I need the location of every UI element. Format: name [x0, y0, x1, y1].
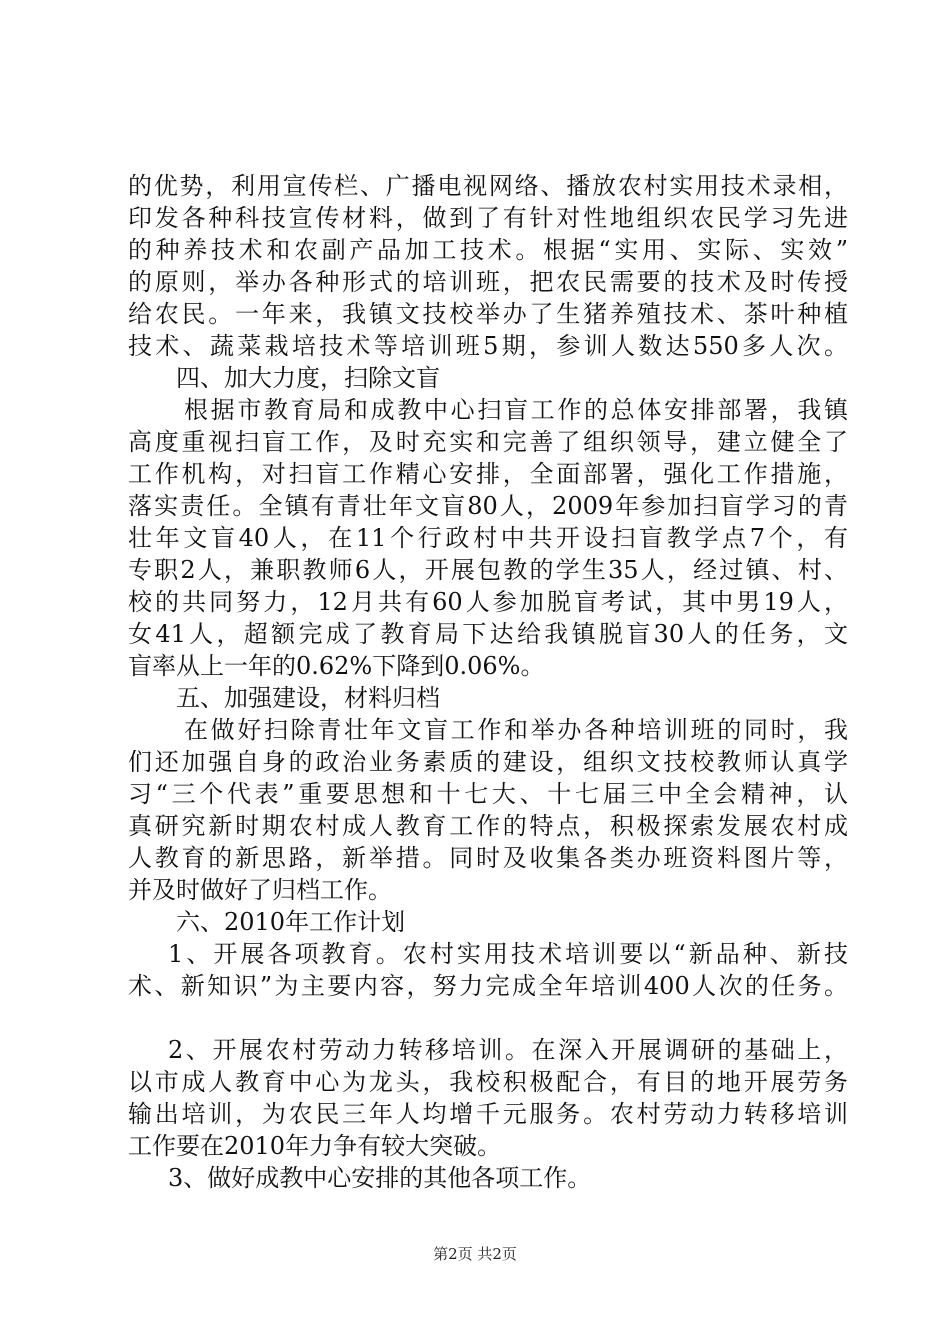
- body-line: 输出培训，为农民三年人均增千元服务。农村劳动力转移培训: [128, 1100, 848, 1128]
- body-line: 的优势，利用宣传栏、广播电视网络、播放农村实用技术录相，: [128, 172, 848, 200]
- body-line: 术、新知识”为主要内容，努力完成全年培训400人次的任务。: [128, 972, 848, 1000]
- body-line: 技术、蔬菜栽培技术等培训班5期，参训人数达550多人次。: [128, 332, 848, 360]
- body-line: 在做好扫除青壮年文盲工作和举办各种培训班的同时，我: [184, 716, 848, 744]
- body-line: 落实责任。全镇有青壮年文盲80人，2009年参加扫盲学习的青: [128, 492, 848, 520]
- body-line: 工作机构，对扫盲工作精心安排，全面部署，强化工作措施，: [128, 460, 848, 488]
- body-line: 专职2人，兼职教师6人，开展包教的学生35人，经过镇、村、: [128, 556, 848, 584]
- body-line: 根据市教育局和成教中心扫盲工作的总体安排部署，我镇: [184, 396, 848, 424]
- body-line: 高度重视扫盲工作，及时充实和完善了组织领导，建立健全了: [128, 428, 848, 456]
- document-body: [128, 170, 848, 1194]
- body-line: 工作要在2010年力争有较大突破。: [128, 1132, 502, 1160]
- body-line: 人教育的新思路，新举措。同时及收集各类办班资料图片等，: [128, 844, 848, 872]
- body-line: 给农民。一年来，我镇文技校举办了生猪养殖技术、茶叶种植: [128, 300, 848, 328]
- body-line: 的种养技术和农副产品加工技术。根据“实用、实际、实效”: [128, 236, 848, 264]
- section-heading: 六、2010年工作计划: [176, 908, 406, 936]
- body-line: 1、开展各项教育。农村实用技术培训要以“新品种、新技: [168, 940, 848, 968]
- body-line: 女41人，超额完成了教育局下达给我镇脱盲30人的任务，文: [128, 620, 848, 648]
- body-line: 校的共同努力，12月共有60人参加脱盲考试，其中男19人，: [128, 588, 848, 616]
- body-line: 以市成人教育中心为龙头，我校积极配合，有目的地开展劳务: [128, 1068, 848, 1096]
- blank-line: [128, 1002, 848, 1034]
- page-number-footer: 第2页 共2页: [433, 1245, 517, 1263]
- body-line: 并及时做好了归档工作。: [128, 876, 392, 904]
- body-line: 真研究新时期农村成人教育工作的特点，积极探索发展农村成: [128, 812, 848, 840]
- body-line: 盲率从上一年的0.62%下降到0.06%。: [128, 652, 545, 680]
- body-line: 壮年文盲40人，在11个行政村中共开设扫盲教学点7个，有: [128, 524, 848, 552]
- section-heading: 五、加强建设，材料归档: [176, 684, 440, 712]
- body-line: 3、做好成教中心安排的其他各项工作。: [168, 1164, 592, 1192]
- body-line: 2、开展农村劳动力转移培训。在深入开展调研的基础上，: [168, 1036, 848, 1064]
- body-line: 的原则，举办各种形式的培训班，把农民需要的技术及时传授: [128, 268, 848, 296]
- section-heading: 四、加大力度，扫除文盲: [176, 364, 440, 392]
- body-line: 印发各种科技宣传材料，做到了有针对性地组织农民学习先进: [128, 204, 848, 232]
- body-line: 们还加强自身的政治业务素质的建设，组织文技校教师认真学: [128, 748, 848, 776]
- body-line: 习“三个代表”重要思想和十七大、十七届三中全会精神，认: [128, 780, 848, 808]
